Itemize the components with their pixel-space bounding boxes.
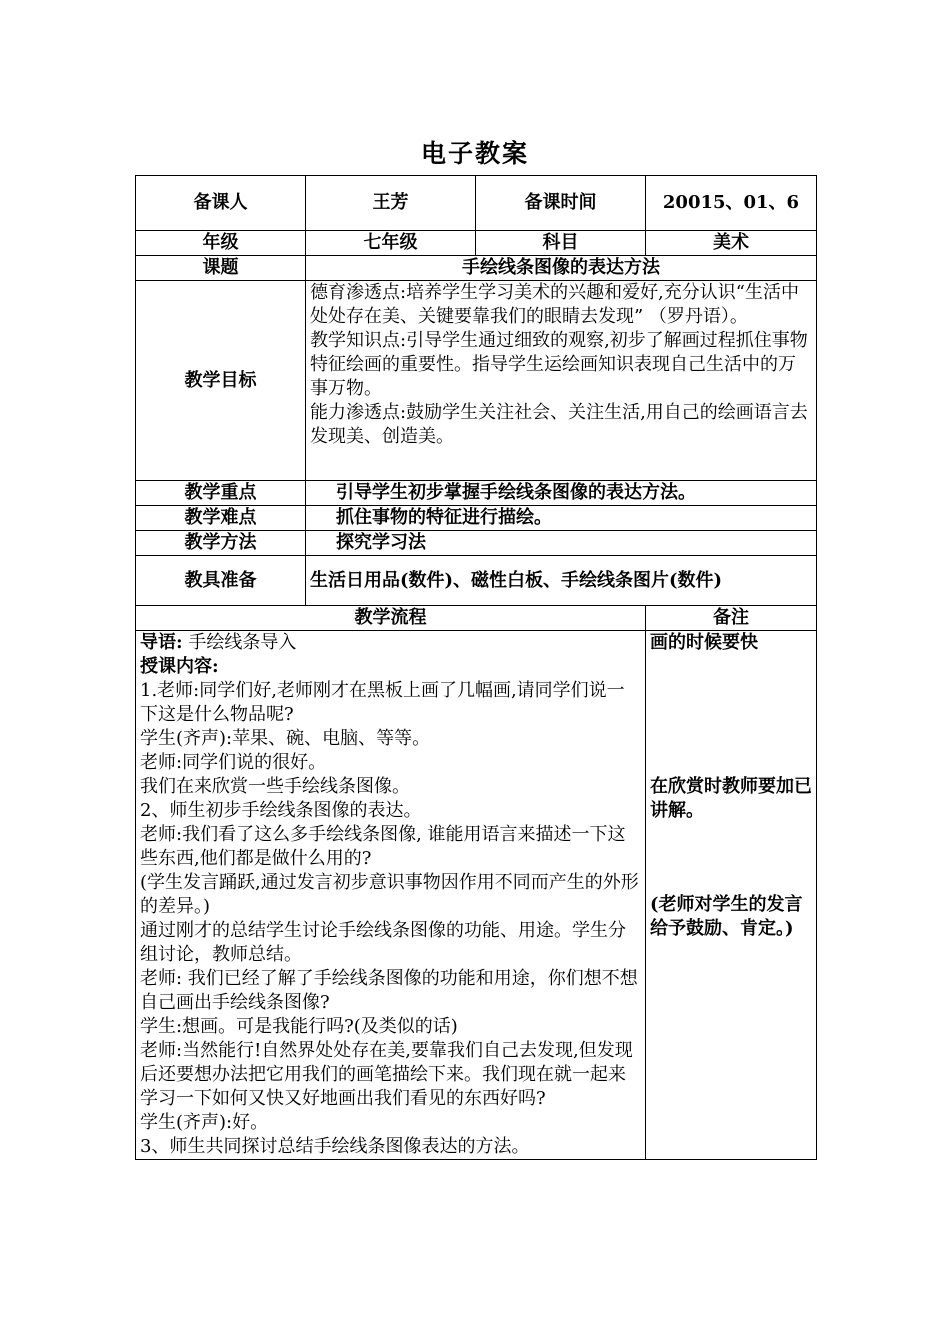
page-title: 电子教案 — [420, 139, 529, 168]
note-item: (老师对学生的发言给予鼓励、肯定。) — [650, 894, 803, 939]
date-label: 备课时间 — [476, 176, 646, 231]
flow-header-row — [136, 606, 817, 631]
flow-line: 学生(齐声):苹果、碗、电脑、等等。 — [140, 728, 431, 749]
flow-line: 老师:当然能行!自然界处处存在美,要靠我们自己去发现,但发现后还要想办法把它用我们的画笔描绘下来。我们现在就一起来学习一下如何又快又好地画出我们看见的东西好吗? — [140, 1040, 633, 1109]
method-row — [136, 531, 817, 556]
objectives-content — [306, 281, 817, 481]
key-point-label: 教学重点 — [136, 481, 306, 506]
note-item: 在欣赏时教师要加已讲解。 — [650, 776, 812, 821]
flow-content — [136, 631, 646, 1160]
difficulty-value: 抓住事物的特征进行描绘。 — [306, 506, 817, 531]
objectives-row — [136, 281, 817, 481]
grade-label: 年级 — [136, 231, 306, 256]
intro-label: 导语: — [140, 632, 183, 653]
topic-value: 手绘线条图像的表达方法 — [306, 256, 817, 281]
flow-row — [136, 631, 817, 1160]
topic-label: 课题 — [136, 256, 306, 281]
subject-value: 美术 — [646, 231, 817, 256]
flow-line: 老师:我们看了这么多手绘线条图像, 谁能用语言来描述一下这些东西,他们都是做什么用的? — [140, 824, 626, 869]
date-value: 20015、01、6 — [646, 176, 817, 231]
lesson-plan-table — [135, 175, 817, 1160]
subject-label: 科目 — [476, 231, 646, 256]
method-value: 探究学习法 — [306, 531, 817, 556]
objective-moral: 德育渗透点:培养学生学习美术的兴趣和爱好,充分认识“生活中处处存在美、关键要靠我们的眼睛去发现” （罗丹语）。 — [310, 282, 799, 327]
flow-line: 3、师生共同探讨总结手绘线条图像表达的方法。 — [140, 1136, 530, 1157]
flow-line: (学生发言踊跃,通过发言初步意识事物因作用不同而产生的外形的差异。) — [140, 872, 639, 917]
method-label: 教学方法 — [136, 531, 306, 556]
grade-row — [136, 231, 817, 256]
preparer-label: 备课人 — [136, 176, 306, 231]
key-point-value: 引导学生初步掌握手绘线条图像的表达方法。 — [306, 481, 817, 506]
flow-line: 学生(齐声):好。 — [140, 1112, 269, 1133]
tools-row — [136, 556, 817, 606]
note-item: 画的时候要快 — [650, 632, 758, 653]
flow-line: 老师: 我们已经了解了手绘线条图像的功能和用途，你们想不想自己画出手绘线条图像? — [140, 968, 638, 1013]
grade-value: 七年级 — [306, 231, 476, 256]
objectives-label: 教学目标 — [136, 281, 306, 481]
topic-row — [136, 256, 817, 281]
key-point-row — [136, 481, 817, 506]
flow-line: 通过刚才的总结学生讨论手绘线条图像的功能、用途。学生分组讨论，教师总结。 — [140, 920, 626, 965]
flow-line: 2、师生初步手绘线条图像的表达。 — [140, 800, 422, 821]
intro-text: 手绘线条导入 — [188, 632, 297, 653]
header-row — [136, 176, 817, 231]
flow-label: 教学流程 — [136, 606, 646, 631]
flow-line: 学生:想画。可是我能行吗?(及类似的话) — [140, 1016, 458, 1037]
difficulty-label: 教学难点 — [136, 506, 306, 531]
tools-value: 生活日用品(数件)、磁性白板、手绘线条图片(数件) — [306, 556, 817, 606]
notes-content — [646, 631, 817, 1160]
objective-ability: 能力渗透点:鼓励学生关注社会、关注生活,用自己的绘画语言去发现美、创造美。 — [310, 402, 808, 447]
objective-knowledge: 教学知识点:引导学生通过细致的观察,初步了解画过程抓住事物特征绘画的重要性。指导学生运绘画知识表现自己生活中的万事万物。 — [310, 330, 808, 399]
flow-line: 老师:同学们说的很好。 — [140, 752, 327, 773]
notes-label: 备注 — [646, 606, 817, 631]
tools-label: 教具准备 — [136, 556, 306, 606]
flow-line: 我们在来欣赏一些手绘线条图像。 — [140, 776, 410, 797]
content-label: 授课内容: — [140, 656, 219, 677]
preparer-value: 王芳 — [306, 176, 476, 231]
flow-line: 1.老师:同学们好,老师刚才在黑板上画了几幅画,请同学们说一下这是什么物品呢? — [140, 680, 625, 725]
difficulty-row — [136, 506, 817, 531]
